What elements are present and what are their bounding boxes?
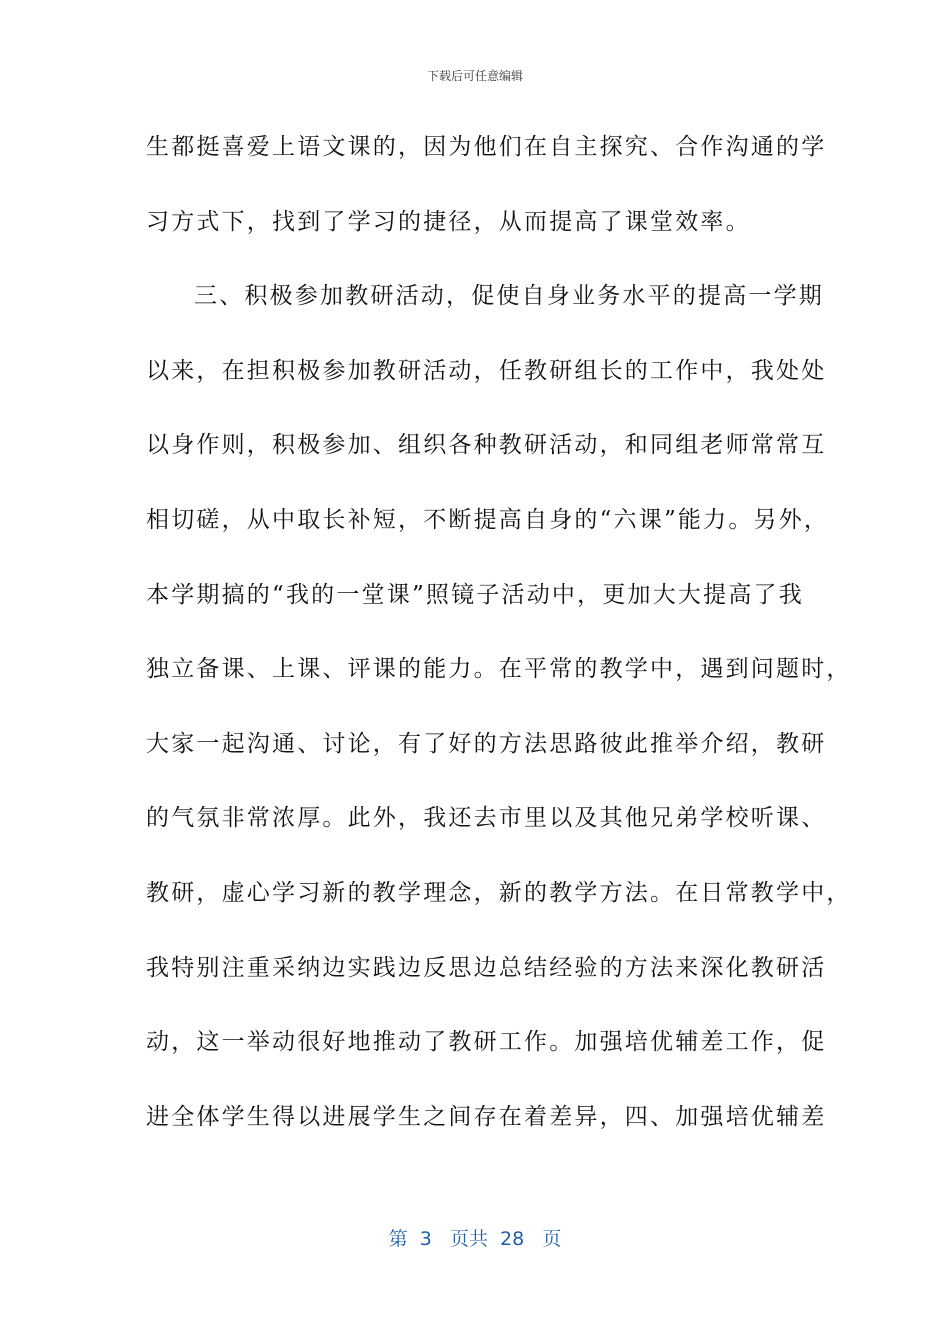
text-line: 习方式下，找到了学习的捷径，从而提高了课堂效率。	[146, 208, 751, 235]
text-line: 进全体学生得以进展学生之间存在着差异，四、加强培优辅差	[146, 1103, 827, 1130]
text-line: 三、积极参加教研活动，促使自身业务水平的提高一学期	[194, 283, 824, 310]
text-line: 以身作则，积极参加、组织各种教研活动，和同组老师常常互	[146, 432, 827, 459]
header-note: 下载后可任意编辑	[426, 69, 523, 83]
text-line: 教研，虚心学习新的教学理念，新的教学方法。在日常教学中，	[146, 879, 852, 906]
document-body	[146, 110, 852, 1154]
text-line: 独立备课、上课、评课的能力。在平常的教学中，遇到问题时，	[146, 656, 852, 683]
text-line: 的气氛非常浓厚。此外，我还去市里以及其他兄弟学校听课、	[146, 805, 827, 832]
text-line: 以来，在担积极参加教研活动，任教研组长的工作中，我处处	[146, 357, 827, 384]
text-line: 生都挺喜爱上语文课的，因为他们在自主探究、合作沟通的学	[146, 134, 827, 160]
text-line: 大家一起沟通、讨论，有了好的方法思路彼此推举介绍，教研	[146, 730, 827, 757]
text-line: 相切磋，从中取长补短，不断提高自身的“六课”能力。另外，	[146, 506, 830, 533]
page-number: 第 3 页共 28 页	[388, 1228, 562, 1250]
text-line: 我特别注重采纳边实践边反思边总结经验的方法来深化教研活	[146, 954, 827, 981]
text-line: 本学期搞的“我的一堂课”照镜子活动中，更加大大提高了我	[146, 581, 804, 608]
text-line: 动，这一举动很好地推动了教研工作。加强培优辅差工作，促	[146, 1029, 827, 1056]
